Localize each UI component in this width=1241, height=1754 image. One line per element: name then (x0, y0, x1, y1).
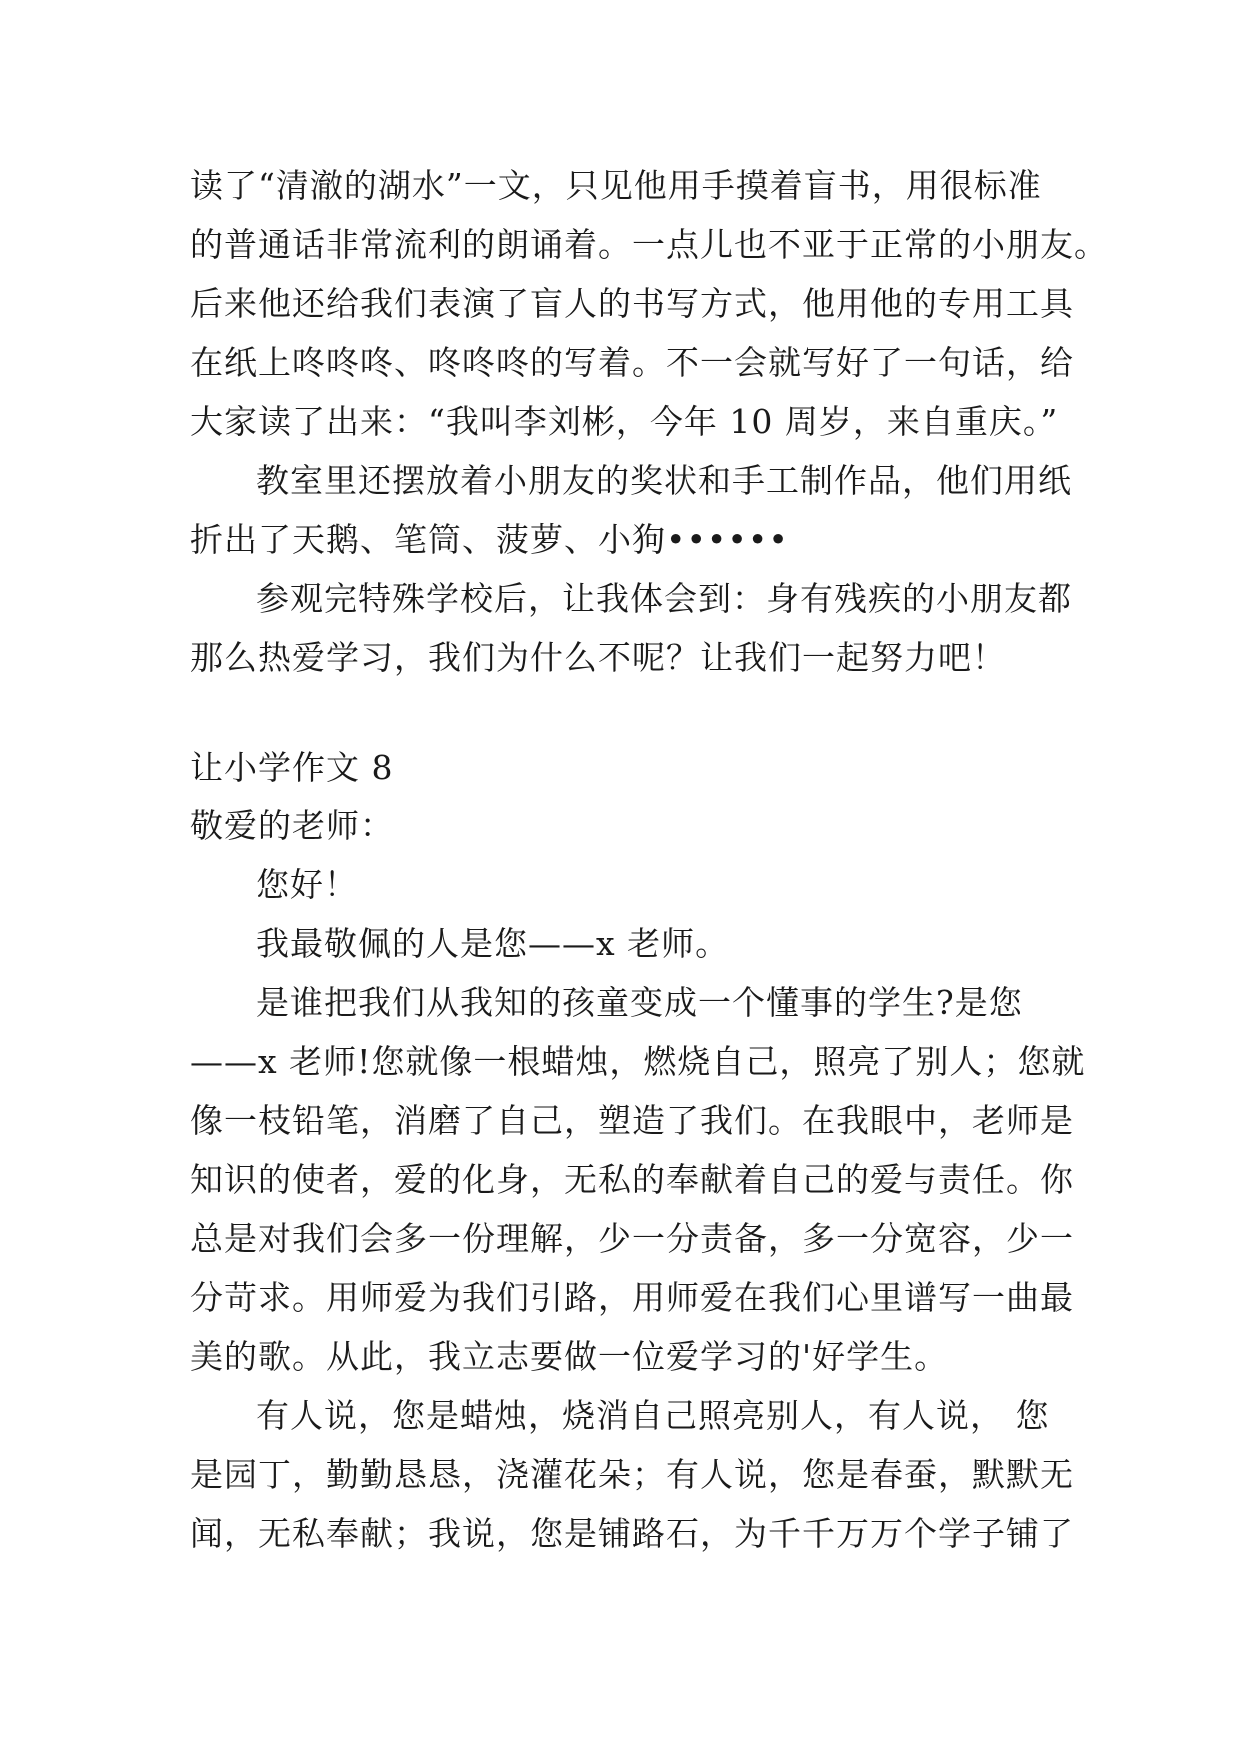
text-line: 我最敬佩的人是您——x 老师。 (256, 924, 730, 963)
text-line: 大家读了出来：“我叫李刘彬，今年 10 周岁，来自重庆。” (190, 402, 1059, 441)
text-line: 分苛求。用师爱为我们引路，用师爱在我们心里谱写一曲最 (190, 1278, 1074, 1317)
text-line: 参观完特殊学校后，让我体会到：身有残疾的小朋友都 (256, 579, 1072, 618)
text-line: 后来他还给我们表演了盲人的书写方式，他用他的专用工具 (190, 284, 1074, 323)
salutation: 敬爱的老师： (190, 806, 394, 845)
text-line: ——x 老师!您就像一根蜡烛，燃烧自己，照亮了别人；您就 (190, 1042, 1086, 1081)
text-line: 的普通话非常流利的朗诵着。一点儿也不亚于正常的小朋友。 (190, 225, 1108, 264)
text-line: 那么热爱学习，我们为什么不呢？让我们一起努力吧！ (190, 638, 1006, 677)
text-line: 知识的使者，爱的化身，无私的奉献着自己的爱与责任。你 (190, 1160, 1074, 1199)
text-line: 有人说，您是蜡烛，烧消自己照亮别人，有人说， 您 (256, 1396, 1050, 1435)
section-heading: 让小学作文 8 (190, 748, 394, 787)
text-line: 总是对我们会多一份理解，少一分责备，多一分宽容，少一 (190, 1219, 1074, 1258)
text-line: 是园丁，勤勤恳恳，浇灌花朵；有人说，您是春蚕，默默无 (190, 1455, 1074, 1494)
text-line: 读了“清澈的湖水”一文，只见他用手摸着盲书，用很标准 (190, 166, 1042, 205)
text-line: 教室里还摆放着小朋友的奖状和手工制作品，他们用纸 (256, 461, 1072, 500)
text-line: 像一枝铅笔，消磨了自己，塑造了我们。在我眼中，老师是 (190, 1101, 1074, 1140)
text-line: 您好！ (256, 865, 358, 904)
text-line: 闻，无私奉献；我说，您是铺路石，为千千万万个学子铺了 (190, 1514, 1074, 1553)
text-line: 折出了天鹅、笔筒、菠萝、小狗•••••• (190, 520, 789, 559)
text-line: 美的歌。从此，我立志要做一位爱学习的'好学生。 (190, 1337, 949, 1376)
text-line: 是谁把我们从我知的孩童变成一个懂事的学生?是您 (256, 983, 1023, 1022)
text-line: 在纸上咚咚咚、咚咚咚的写着。不一会就写好了一句话，给 (190, 343, 1074, 382)
